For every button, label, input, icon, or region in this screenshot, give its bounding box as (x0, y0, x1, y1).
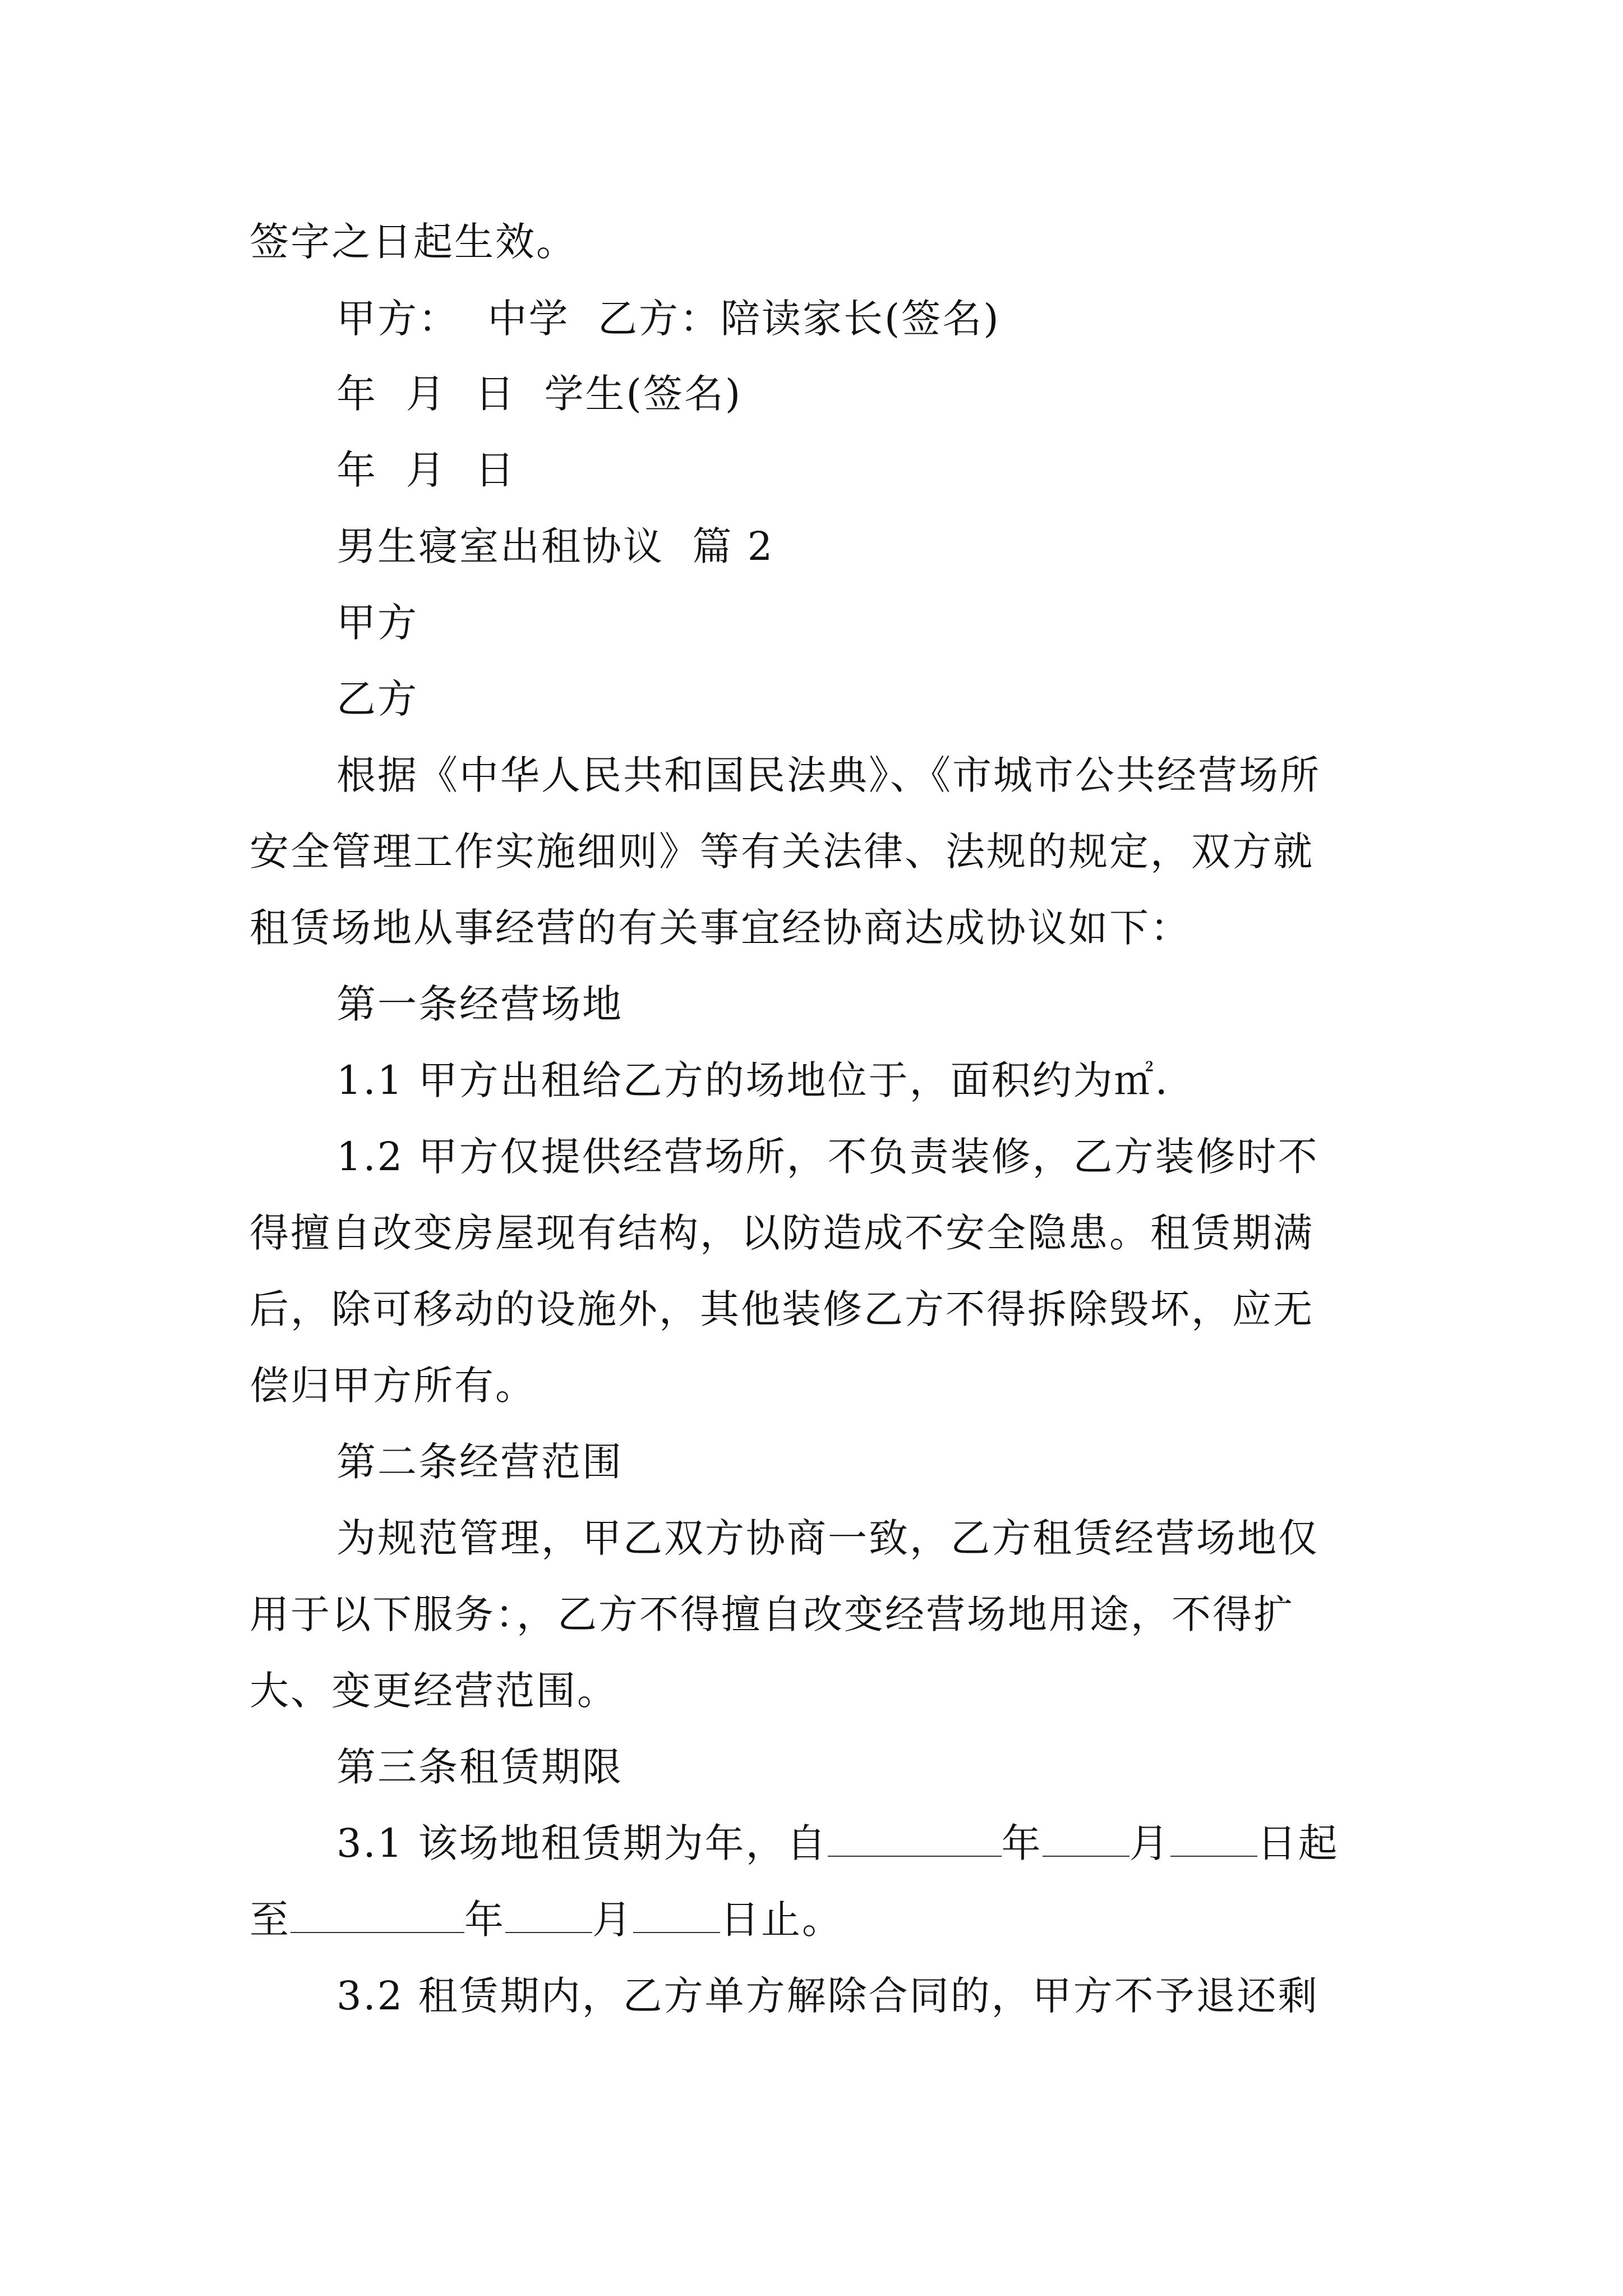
term-prefix: 3.1 该场地租赁期为年，自 (336, 1820, 828, 1866)
paragraph-line: 为规范管理，甲乙双方协商一致，乙方租赁经营场地仅 (336, 1515, 1319, 1561)
signature-line-date-student: 年 月 日 学生(签名) (336, 371, 743, 417)
paragraph-line: 安全管理工作实施细则》等有关法律、法规的规定，双方就 (250, 829, 1314, 875)
blank-day (633, 1898, 720, 1933)
blank-year (291, 1898, 464, 1933)
paragraph-line: 大、变更经营范围。 (250, 1668, 618, 1714)
paragraph-line: 根据《中华人民共和国民法典》、《市城市公共经营场所 (336, 752, 1321, 798)
section-title: 男生寝室出租协议 篇 2 (336, 523, 774, 569)
year-label: 年 (1001, 1820, 1043, 1866)
article-heading: 第三条租赁期限 (336, 1744, 623, 1790)
day-label: 日止。 (720, 1897, 843, 1943)
party-a-label: 甲方 (336, 600, 418, 646)
clause-line: 3.2 租赁期内，乙方单方解除合同的，甲方不予退还剩 (336, 1973, 1319, 2019)
paragraph-line: 签字之日起生效。 (250, 219, 577, 265)
article-heading: 第一条经营场地 (336, 981, 623, 1027)
day-label: 日起 (1257, 1820, 1339, 1866)
blank-month (1043, 1822, 1129, 1857)
signature-line-parties: 甲方： 中学 乙方：陪读家长(签名) (336, 296, 1000, 342)
blank-month (505, 1898, 592, 1933)
term-clause-line (336, 1818, 1339, 1869)
term-clause-line (250, 1894, 843, 1945)
article-heading: 第二条经营范围 (336, 1439, 623, 1485)
paragraph-line: 得擅自改变房屋现有结构，以防造成不安全隐患。租赁期满 (250, 1210, 1314, 1256)
year-label: 年 (464, 1897, 505, 1943)
paragraph-line: 后，除可移动的设施外，其他装修乙方不得拆除毁坏，应无 (250, 1286, 1314, 1332)
blank-year (828, 1822, 1002, 1857)
clause-line: 1.2 甲方仅提供经营场所，不负责装修，乙方装修时不 (336, 1134, 1319, 1180)
blank-day (1170, 1822, 1257, 1857)
signature-line-date: 年 月 日 (336, 447, 517, 493)
party-b-label: 乙方 (336, 676, 418, 722)
paragraph-line: 用于以下服务：，乙方不得擅自改变经营场地用途，不得扩 (250, 1591, 1294, 1637)
clause-line: 1.1 甲方出租给乙方的场地位于，面积约为㎡. (336, 1057, 1169, 1103)
month-label: 月 (592, 1897, 633, 1943)
paragraph-line: 偿归甲方所有。 (250, 1363, 536, 1409)
month-label: 月 (1129, 1820, 1170, 1866)
paragraph-line: 租赁场地从事经营的有关事宜经协商达成协议如下： (250, 905, 1191, 951)
term-prefix: 至 (250, 1897, 291, 1943)
